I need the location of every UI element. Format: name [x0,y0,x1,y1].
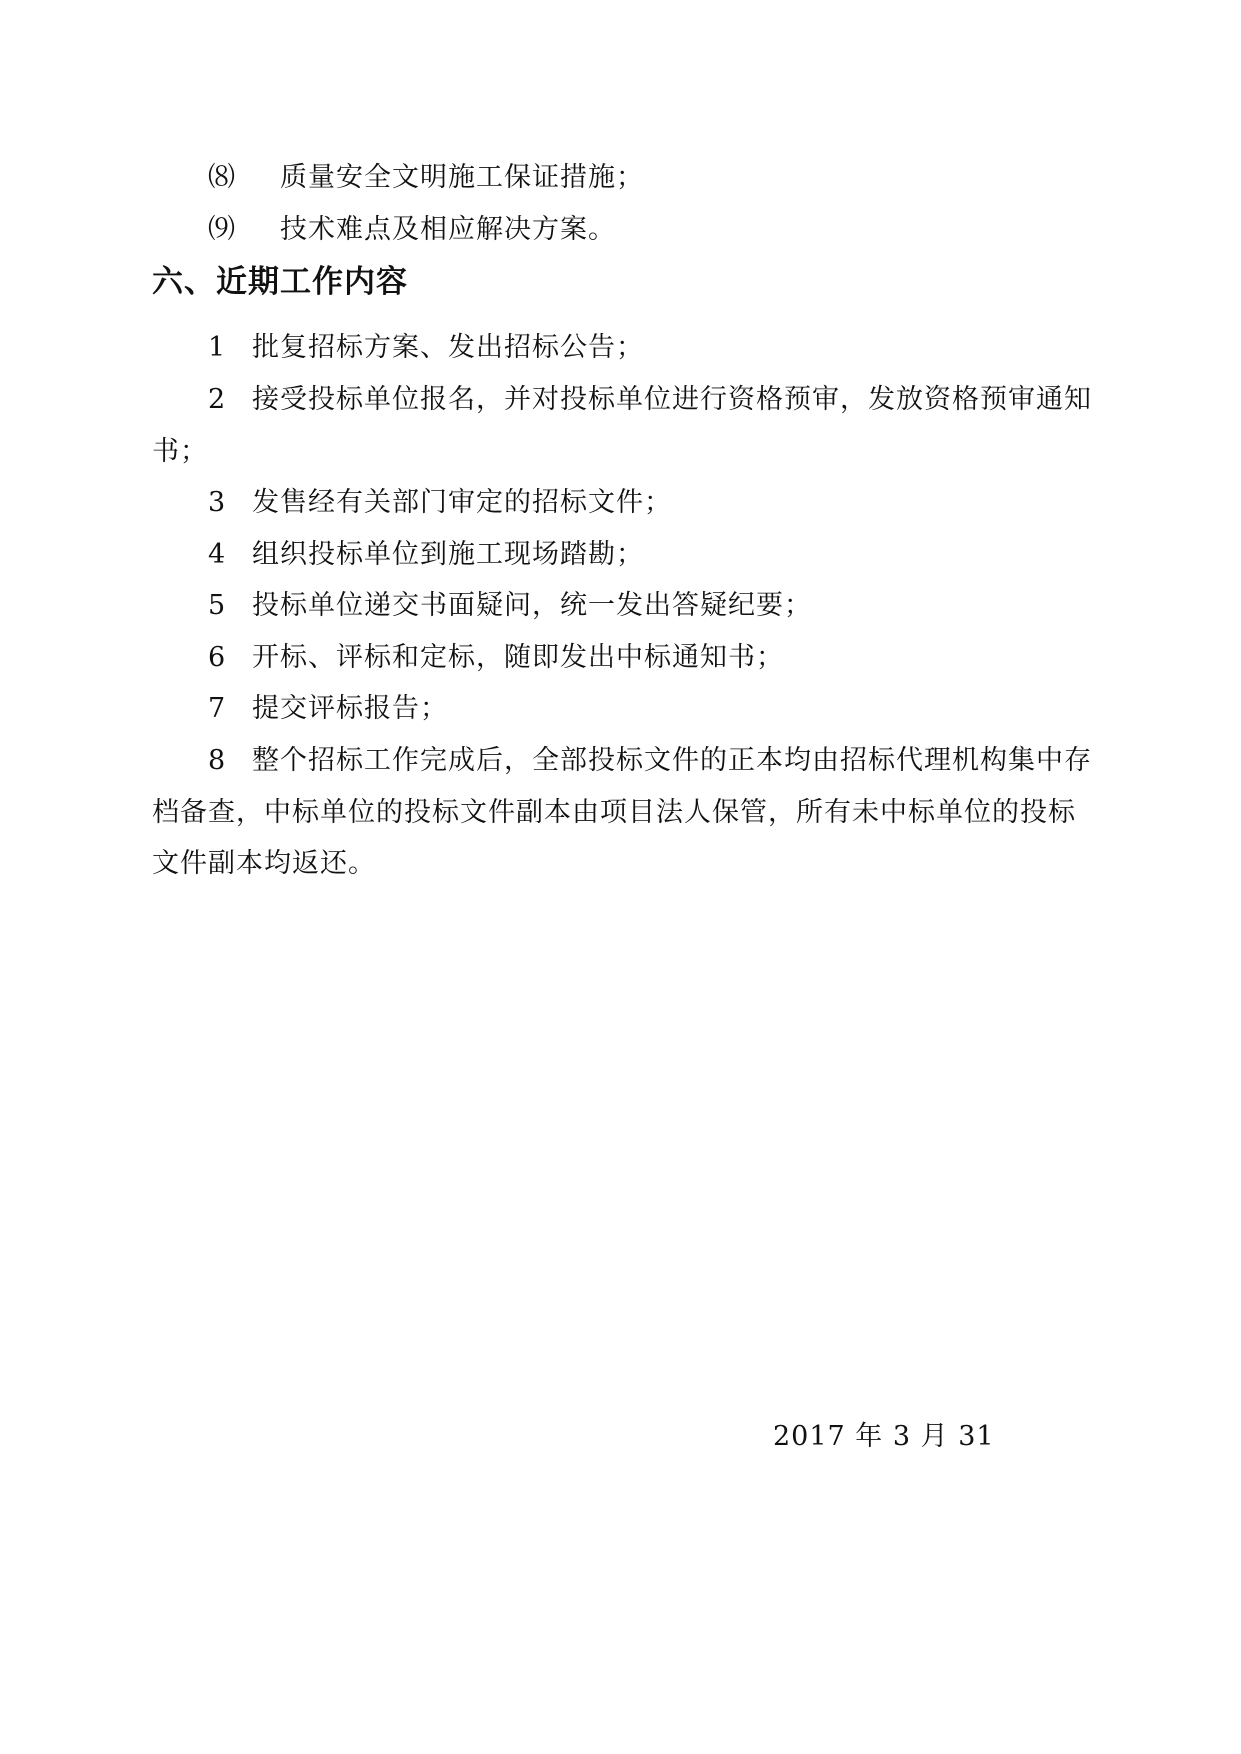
step-text: 整个招标工作完成后，全部投标文件的正本均由招标代理机构集中存 [252,745,1092,776]
list-item [208,160,644,196]
step-item [208,691,448,727]
list-item-number: ⑼ [208,214,236,245]
list-item-text: 质量安全文明施工保证措施； [280,162,644,193]
step-number: 6 [208,642,227,673]
step-text: 投标单位递交书面疑问，统一发出答疑纪要； [252,590,812,621]
list-item [208,212,616,248]
document-date: 2017 年 3 月 31 [773,1421,995,1452]
list-item-text: 技术难点及相应解决方案。 [280,214,616,245]
step-text: 开标、评标和定标，随即发出中标通知书； [252,642,784,673]
step-text: 发售经有关部门审定的招标文件； [252,487,672,518]
step-continuation: 文件副本均返还。 [152,848,376,879]
step-number: 8 [208,745,227,776]
step-item [208,588,812,624]
step-number: 2 [208,384,227,415]
step-number: 4 [208,539,227,570]
step-item [208,640,784,676]
section-heading: 六、近期工作内容 [152,264,408,300]
step-item [208,382,1092,418]
step-text: 批复招标方案、发出招标公告； [252,332,644,363]
step-item [208,743,1092,779]
step-number: 5 [208,590,227,621]
step-number: 3 [208,487,227,518]
step-number: 7 [208,693,227,724]
step-text: 组织投标单位到施工现场踏勘； [252,539,644,570]
step-item [208,485,672,521]
step-item [208,537,644,573]
step-text: 接受投标单位报名，并对投标单位进行资格预审，发放资格预审通知 [252,384,1092,415]
step-continuation: 档备查，中标单位的投标文件副本由项目法人保管，所有未中标单位的投标 [152,797,1076,828]
step-number: 1 [208,332,227,363]
step-text: 提交评标报告； [252,693,448,724]
list-item-number: ⑻ [208,162,236,193]
step-continuation: 书； [152,436,208,467]
step-item [208,330,644,366]
